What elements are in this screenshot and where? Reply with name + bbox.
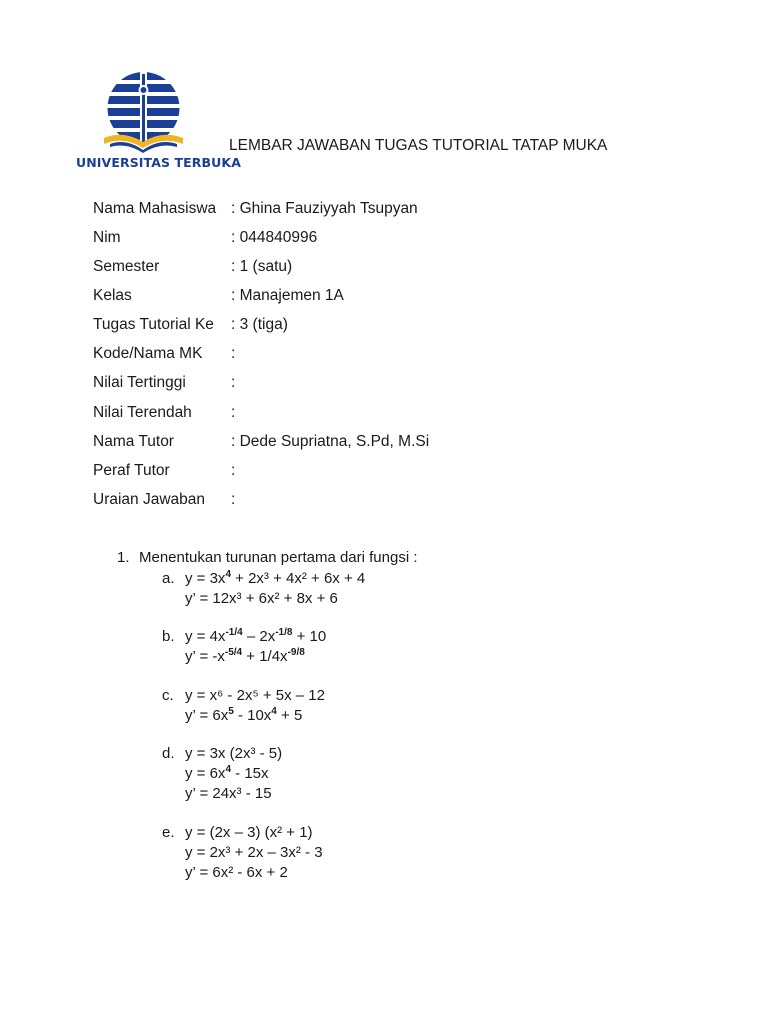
- part-e-function: y = (2x – 3) (x² + 1): [185, 824, 313, 841]
- part-d-marker: d.: [162, 745, 175, 762]
- part-d-expanded: $y = 6x^4 - 15x$: [185, 764, 269, 782]
- part-e-expanded: y = 2x³ + 2x – 3x² - 3: [185, 844, 323, 861]
- field-value-nama-mahasiswa: : Ghina Fauziyyah Tsupyan: [231, 200, 418, 217]
- field-label-nim: Nim: [93, 229, 121, 246]
- field-value-kelas: : Manajemen 1A: [231, 287, 344, 304]
- part-a-derivative: y’ = 12x³ + 6x² + 8x + 6: [185, 590, 338, 607]
- field-label-kelas: Kelas: [93, 287, 132, 304]
- part-a-marker: a.: [162, 570, 175, 587]
- field-value-semester: : 1 (satu): [231, 258, 293, 275]
- part-b-marker: b.: [162, 628, 175, 645]
- document-title: LEMBAR JAWABAN TUGAS TUTORIAL TATAP MUKA: [229, 137, 608, 154]
- part-c-marker: c.: [162, 687, 174, 704]
- part-e-derivative: y’ = 6x² - 6x + 2: [185, 864, 288, 881]
- part-d-derivative: y’ = 24x³ - 15: [185, 785, 272, 802]
- field-value-kode-nama-mk: :: [231, 345, 236, 362]
- field-value-nim: : 044840996: [231, 229, 318, 246]
- part-d-function: y = 3x (2x³ - 5): [185, 745, 283, 762]
- field-label-nama-tutor: Nama Tutor: [93, 433, 174, 450]
- university-name: UNIVERSITAS TERBUKA: [76, 155, 241, 170]
- field-label-peraf-tutor: Peraf Tutor: [93, 462, 170, 479]
- field-value-nilai-tertinggi: :: [231, 374, 236, 391]
- field-value-uraian-jawaban: :: [231, 491, 236, 508]
- question-text: Menentukan turunan pertama dari fungsi :: [139, 549, 418, 566]
- question-number: 1.: [117, 549, 130, 566]
- field-value-nama-tutor: : Dede Supriatna, S.Pd, M.Si: [231, 433, 430, 450]
- part-a-function: $y = 3x^4 + 2x^3 + 4x^2 + 6x + 4$: [185, 569, 366, 587]
- field-value-nilai-terendah: :: [231, 404, 236, 421]
- field-label-kode-nama-mk: Kode/Nama MK: [93, 345, 203, 362]
- field-label-nama-mahasiswa: Nama Mahasiswa: [93, 200, 217, 217]
- field-label-tugas-tutorial: Tugas Tutorial Ke: [93, 316, 214, 333]
- part-b-derivative: y’ = $-x^{-5/4} + 1/4x^{-9/8}$: [185, 647, 305, 665]
- field-value-peraf-tutor: :: [231, 462, 236, 479]
- field-label-nilai-tertinggi: Nilai Tertinggi: [93, 374, 186, 391]
- part-c-function: y = x⁶ - 2x⁵ + 5x – 12: [185, 687, 325, 704]
- field-label-nilai-terendah: Nilai Terendah: [93, 404, 192, 421]
- field-value-tugas-tutorial: : 3 (tiga): [231, 316, 288, 333]
- university-logo: [76, 68, 241, 172]
- field-label-uraian-jawaban: Uraian Jawaban: [93, 491, 206, 508]
- part-c-derivative: y’ = $6x^5 - 10x^4 + 5$: [185, 706, 303, 724]
- part-e-marker: e.: [162, 824, 175, 841]
- part-b-function: $y = 4x^{-1/4} - 2x^{-1/8} + 10$: [185, 627, 327, 645]
- field-label-semester: Semester: [93, 258, 160, 275]
- university-emblem-icon: [76, 68, 211, 158]
